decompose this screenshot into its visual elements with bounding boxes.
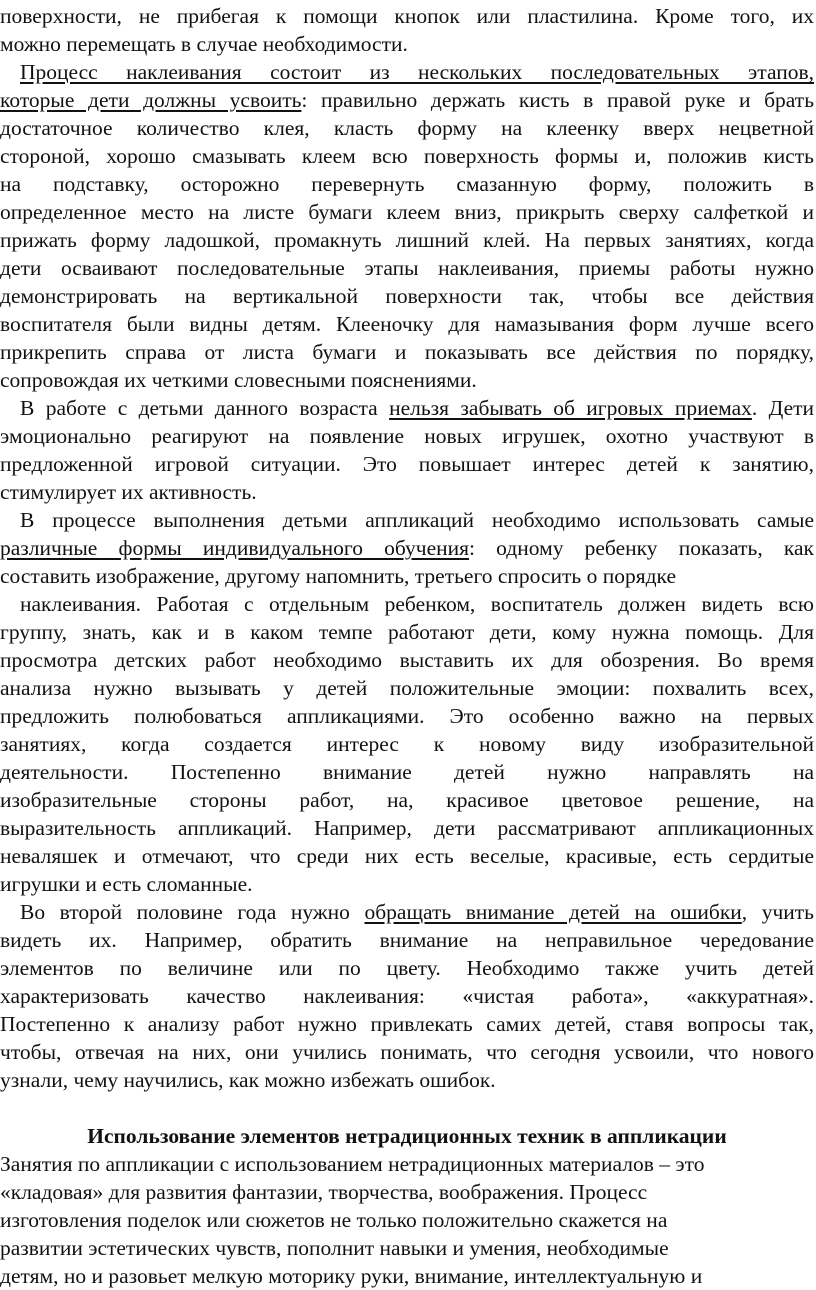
text-line: В работе с детьми данного возраста нельзя забывать об игровых приемах. Дети bbox=[20, 396, 814, 420]
text-line: поверхности, не прибегая к помощи кнопок или пластилина. Кроме того, их bbox=[0, 4, 814, 28]
underlined-phrase: Процесс наклеивания состоит из нескольких последовательных этапов, bbox=[20, 60, 814, 84]
text-line: Постепенно к анализу работ нужно привлекать самих детей, ставя вопросы так, bbox=[0, 1012, 814, 1036]
text-line: Занятия по аппликации с использованием нетрадиционных материалов – это bbox=[0, 1152, 705, 1176]
underlined-phrase: различные формы индивидуального обучения bbox=[0, 536, 470, 560]
text-line: предложенной игровой ситуации. Это повышает интерес детей к занятию, bbox=[0, 452, 814, 476]
text-line: видеть их. Например, обратить внимание на неправильное чередование bbox=[0, 928, 814, 952]
text-line: элементов по величине или по цвету. Необходимо также учить детей bbox=[0, 956, 814, 980]
text-line: изобразительные стороны работ, на, красивое цветовое решение, на bbox=[0, 788, 814, 812]
text-line: чтобы, отвечая на них, они учились понимать, что сегодня усвоили, что нового bbox=[0, 1040, 814, 1064]
underlined-phrase: обращать внимание детей на ошибки bbox=[364, 900, 742, 924]
text-line: демонстрировать на вертикальной поверхности так, чтобы все действия bbox=[0, 284, 814, 308]
text-line: В процессе выполнения детьми аппликаций необходимо использовать самые bbox=[20, 508, 814, 532]
text-line: неваляшек и отмечают, что среди них есть веселые, красивые, есть сердитые bbox=[0, 844, 814, 868]
text-line: предложить полюбоваться аппликациями. Это особенно важно на первых bbox=[0, 704, 814, 728]
text-line: детям, но и разовьет мелкую моторику руки, внимание, интеллектуальную и bbox=[0, 1264, 703, 1288]
text-line: развитии эстетических чувств, пополнит навыки и умения, необходимые bbox=[0, 1236, 669, 1260]
text-line: «кладовая» для развития фантазии, творчества, воображения. Процесс bbox=[0, 1180, 648, 1204]
text-line: характеризовать качество наклеивания: «чистая работа», «аккуратная». bbox=[0, 984, 814, 1008]
text-line: составить изображение, другому напомнить, третьего спросить о порядке bbox=[0, 564, 676, 588]
text-line: на подставку, осторожно перевернуть смазанную форму, положить в bbox=[0, 172, 814, 196]
text-line: стимулирует их активность. bbox=[0, 480, 257, 504]
text-line: выразительность аппликаций. Например, дети рассматривают аппликационных bbox=[0, 816, 814, 840]
text-line: узнали, чему научились, как можно избежать ошибок. bbox=[0, 1068, 496, 1092]
text-line: анализа нужно вызывать у детей положительные эмоции: похвалить всех, bbox=[0, 676, 814, 700]
text-line: определенное место на листе бумаги клеем вниз, прикрыть сверху салфеткой и bbox=[0, 200, 814, 224]
text-line: можно перемещать в случае необходимости. bbox=[0, 32, 408, 56]
text-line: группу, знать, как и в каком темпе работают дети, кому нужна помощь. Для bbox=[0, 620, 814, 644]
text-line: стороной, хорошо смазывать клеем всю поверхность формы и, положив кисть bbox=[0, 144, 814, 168]
text-line: Во второй половине года нужно обращать внимание детей на ошибки, учить bbox=[20, 900, 814, 924]
text-line: достаточное количество клея, класть форму на клеенку вверх нецветной bbox=[0, 116, 814, 140]
text-line: игрушки и есть сломанные. bbox=[0, 872, 253, 896]
text-line: сопровождая их четкими словесными пояснениями. bbox=[0, 368, 477, 392]
underlined-phrase: нельзя забывать об игровых приемах bbox=[389, 396, 752, 420]
text-line: наклеивания. Работая с отдельным ребенком, воспитатель должен видеть всю bbox=[20, 592, 814, 616]
text-line: дети осваивают последовательные этапы наклеивания, приемы работы нужно bbox=[0, 256, 814, 280]
text-line: изготовления поделок или сюжетов не только положительно скажется на bbox=[0, 1208, 668, 1232]
text-line: которые дети должны усвоить: правильно держать кисть в правой руке и брать bbox=[0, 88, 814, 112]
underlined-phrase: которые дети должны усвоить bbox=[0, 88, 302, 112]
text-line: эмоционально реагируют на появление новых игрушек, охотно участвуют в bbox=[0, 424, 814, 448]
text-line bbox=[0, 58, 814, 86]
text-line: прикрепить справа от листа бумаги и показывать все действия по порядку, bbox=[0, 340, 814, 364]
text-line: просмотра детских работ необходимо выставить их для обозрения. Во время bbox=[0, 648, 814, 672]
text-line: деятельности. Постепенно внимание детей нужно направлять на bbox=[0, 760, 814, 784]
text-line: различные формы индивидуального обучения: одному ребенку показать, как bbox=[0, 536, 814, 560]
text-line: занятиях, когда создается интерес к новому виду изобразительной bbox=[0, 732, 814, 756]
text-line: прижать форму ладошкой, промакнуть лишний клей. На первых занятиях, когда bbox=[0, 228, 814, 252]
section-heading: Использование элементов нетрадиционных техник в аппликации bbox=[87, 1124, 727, 1148]
text-line: воспитателя были видны детям. Клееночку для намазывания форм лучше всего bbox=[0, 312, 814, 336]
